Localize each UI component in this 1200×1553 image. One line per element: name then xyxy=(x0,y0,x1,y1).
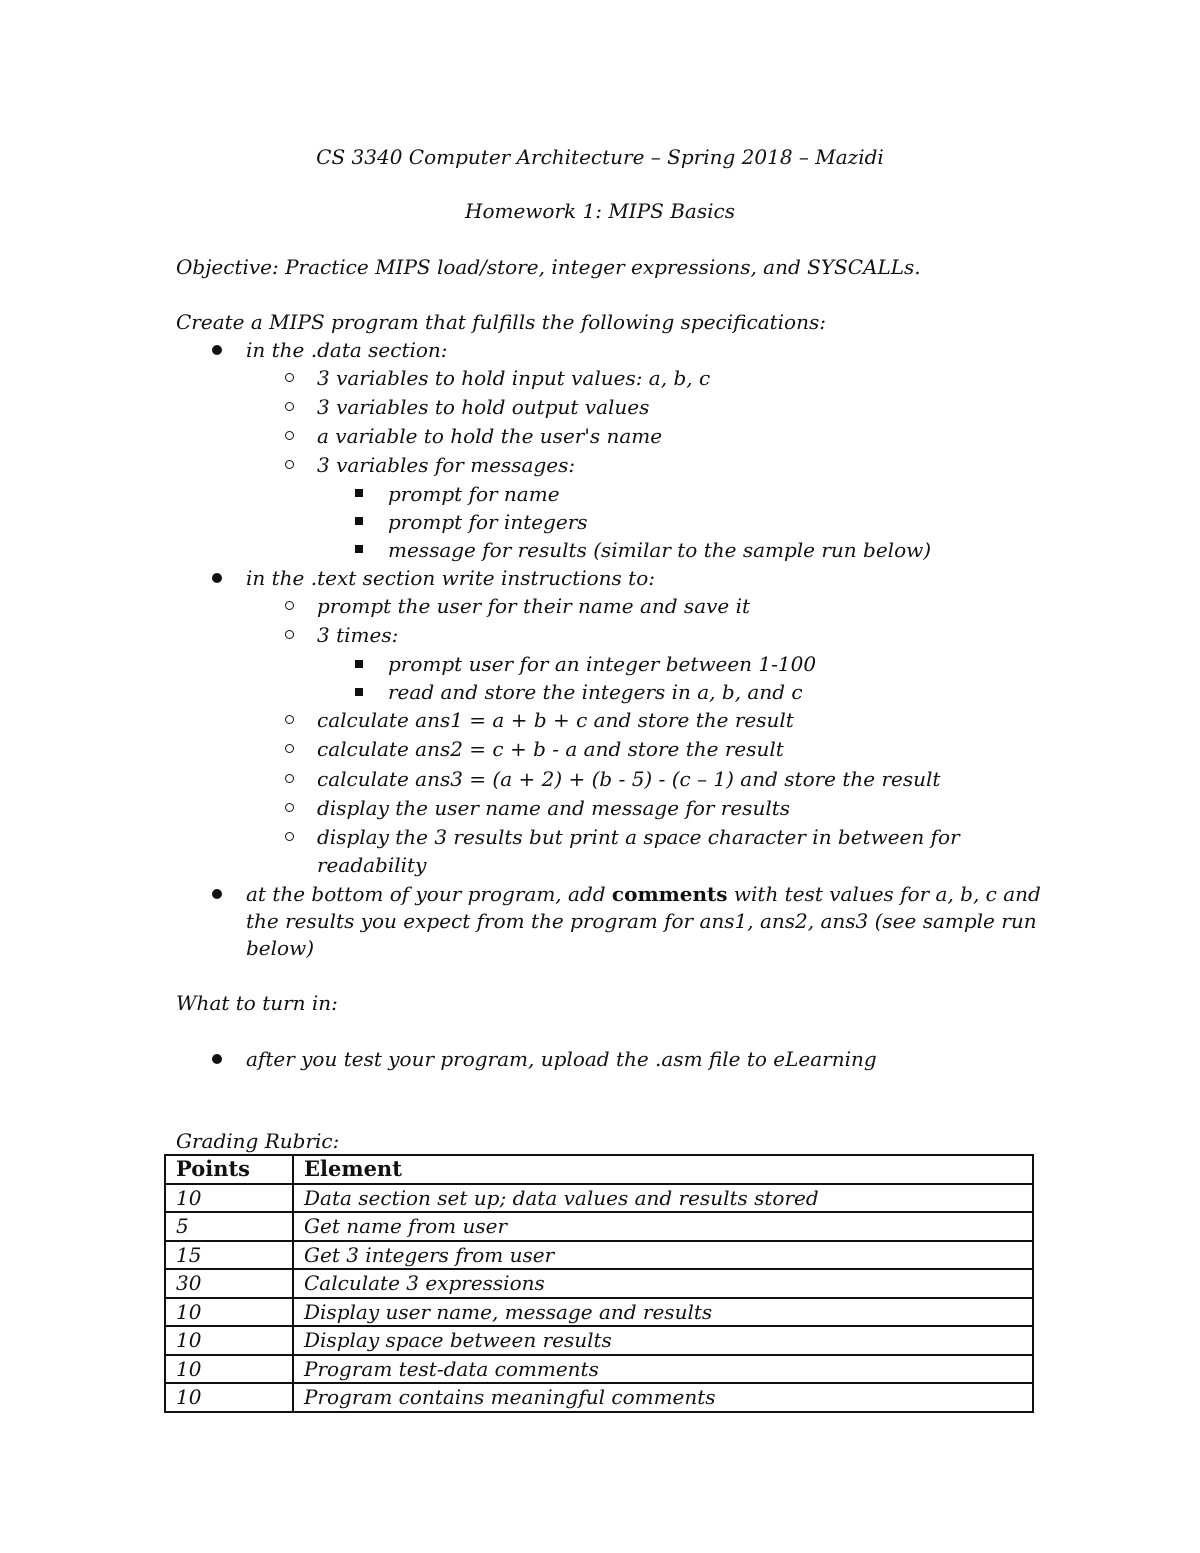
list-item: 3 variables to hold input values: a, b, c xyxy=(317,366,711,390)
bullet-icon xyxy=(212,1054,222,1064)
circle-bullet-icon xyxy=(285,832,294,841)
square-bullet-icon xyxy=(355,660,363,668)
bullet-icon xyxy=(212,889,222,899)
element-cell: Program contains meaningful comments xyxy=(293,1383,1033,1412)
list-item: prompt for name xyxy=(388,482,560,506)
list-item: message for results (similar to the sample run below) xyxy=(388,538,932,562)
homework-title: Homework 1: MIPS Basics xyxy=(465,199,735,223)
list-item: calculate ans3 = (a + 2) + (b - 5) - (c – 1) and store the result xyxy=(317,767,941,791)
points-cell: 10 xyxy=(165,1355,293,1384)
list-item: read and store the integers in a, b, and c xyxy=(388,680,803,704)
comments-line3: below) xyxy=(246,936,314,960)
element-cell: Display user name, message and results xyxy=(293,1298,1033,1327)
list-item: prompt user for an integer between 1-100 xyxy=(388,652,817,676)
table-row xyxy=(165,1241,1033,1270)
list-item: calculate ans1 = a + b + c and store the result xyxy=(317,708,794,732)
data-section-label: in the .data section: xyxy=(246,338,448,362)
points-cell: 10 xyxy=(165,1383,293,1412)
intro-text: Create a MIPS program that fulfills the following specifications: xyxy=(176,310,826,334)
list-item: prompt the user for their name and save it xyxy=(317,594,751,618)
text-section-label: in the .text section write instructions to: xyxy=(246,566,655,590)
element-cell: Get name from user xyxy=(293,1212,1033,1241)
bullet-icon xyxy=(212,345,222,355)
points-cell: 10 xyxy=(165,1298,293,1327)
comments-line2: the results you expect from the program for ans1, ans2, ans3 (see sample run xyxy=(246,909,1037,933)
square-bullet-icon xyxy=(355,489,363,497)
circle-bullet-icon xyxy=(285,744,294,753)
square-bullet-icon xyxy=(355,688,363,696)
column-header-points: Points xyxy=(165,1155,293,1184)
column-header-element: Element xyxy=(293,1155,1033,1184)
circle-bullet-icon xyxy=(285,373,294,382)
circle-bullet-icon xyxy=(285,460,294,469)
circle-bullet-icon xyxy=(285,715,294,724)
comments-pre: at the bottom of your program, add xyxy=(246,882,612,906)
points-cell: 15 xyxy=(165,1241,293,1270)
points-cell: 5 xyxy=(165,1212,293,1241)
square-bullet-icon xyxy=(355,545,363,553)
list-item: prompt for integers xyxy=(388,510,588,534)
circle-bullet-icon xyxy=(285,431,294,440)
list-item: 3 variables for messages: xyxy=(317,453,576,477)
course-title: CS 3340 Computer Architecture – Spring 2018 – Mazidi xyxy=(316,145,884,169)
circle-bullet-icon xyxy=(285,402,294,411)
table-row xyxy=(165,1355,1033,1384)
list-item: display the user name and message for results xyxy=(317,796,791,820)
element-cell: Display space between results xyxy=(293,1326,1033,1355)
list-item: calculate ans2 = c + b - a and store the result xyxy=(317,737,784,761)
comments-keyword: comments xyxy=(611,882,728,906)
grading-rubric-table xyxy=(164,1154,1034,1413)
comments-post: with test values for a, b, c and xyxy=(727,882,1041,906)
list-item: 3 times: xyxy=(317,623,399,647)
list-item-continuation: readability xyxy=(317,853,427,877)
points-cell: 10 xyxy=(165,1184,293,1213)
points-cell: 10 xyxy=(165,1326,293,1355)
element-cell: Program test-data comments xyxy=(293,1355,1033,1384)
list-item: display the 3 results but print a space character in between for xyxy=(317,825,960,849)
points-cell: 30 xyxy=(165,1269,293,1298)
comments-instruction xyxy=(246,880,1041,908)
element-cell: Calculate 3 expressions xyxy=(293,1269,1033,1298)
turn-in-item: after you test your program, upload the .asm file to eLearning xyxy=(246,1047,877,1071)
table-row xyxy=(165,1269,1033,1298)
table-row xyxy=(165,1212,1033,1241)
circle-bullet-icon xyxy=(285,803,294,812)
list-item: a variable to hold the user's name xyxy=(317,424,663,448)
circle-bullet-icon xyxy=(285,774,294,783)
circle-bullet-icon xyxy=(285,630,294,639)
table-row xyxy=(165,1383,1033,1412)
table-header-row xyxy=(165,1155,1033,1184)
turn-in-label: What to turn in: xyxy=(176,991,338,1015)
table-row xyxy=(165,1326,1033,1355)
table-row xyxy=(165,1184,1033,1213)
element-cell: Data section set up; data values and results stored xyxy=(293,1184,1033,1213)
table-row xyxy=(165,1298,1033,1327)
objective-text: Objective: Practice MIPS load/store, integer expressions, and SYSCALLs. xyxy=(176,255,921,279)
list-item: 3 variables to hold output values xyxy=(317,395,650,419)
bullet-icon xyxy=(212,573,222,583)
square-bullet-icon xyxy=(355,517,363,525)
rubric-label: Grading Rubric: xyxy=(176,1129,340,1153)
element-cell: Get 3 integers from user xyxy=(293,1241,1033,1270)
circle-bullet-icon xyxy=(285,601,294,610)
